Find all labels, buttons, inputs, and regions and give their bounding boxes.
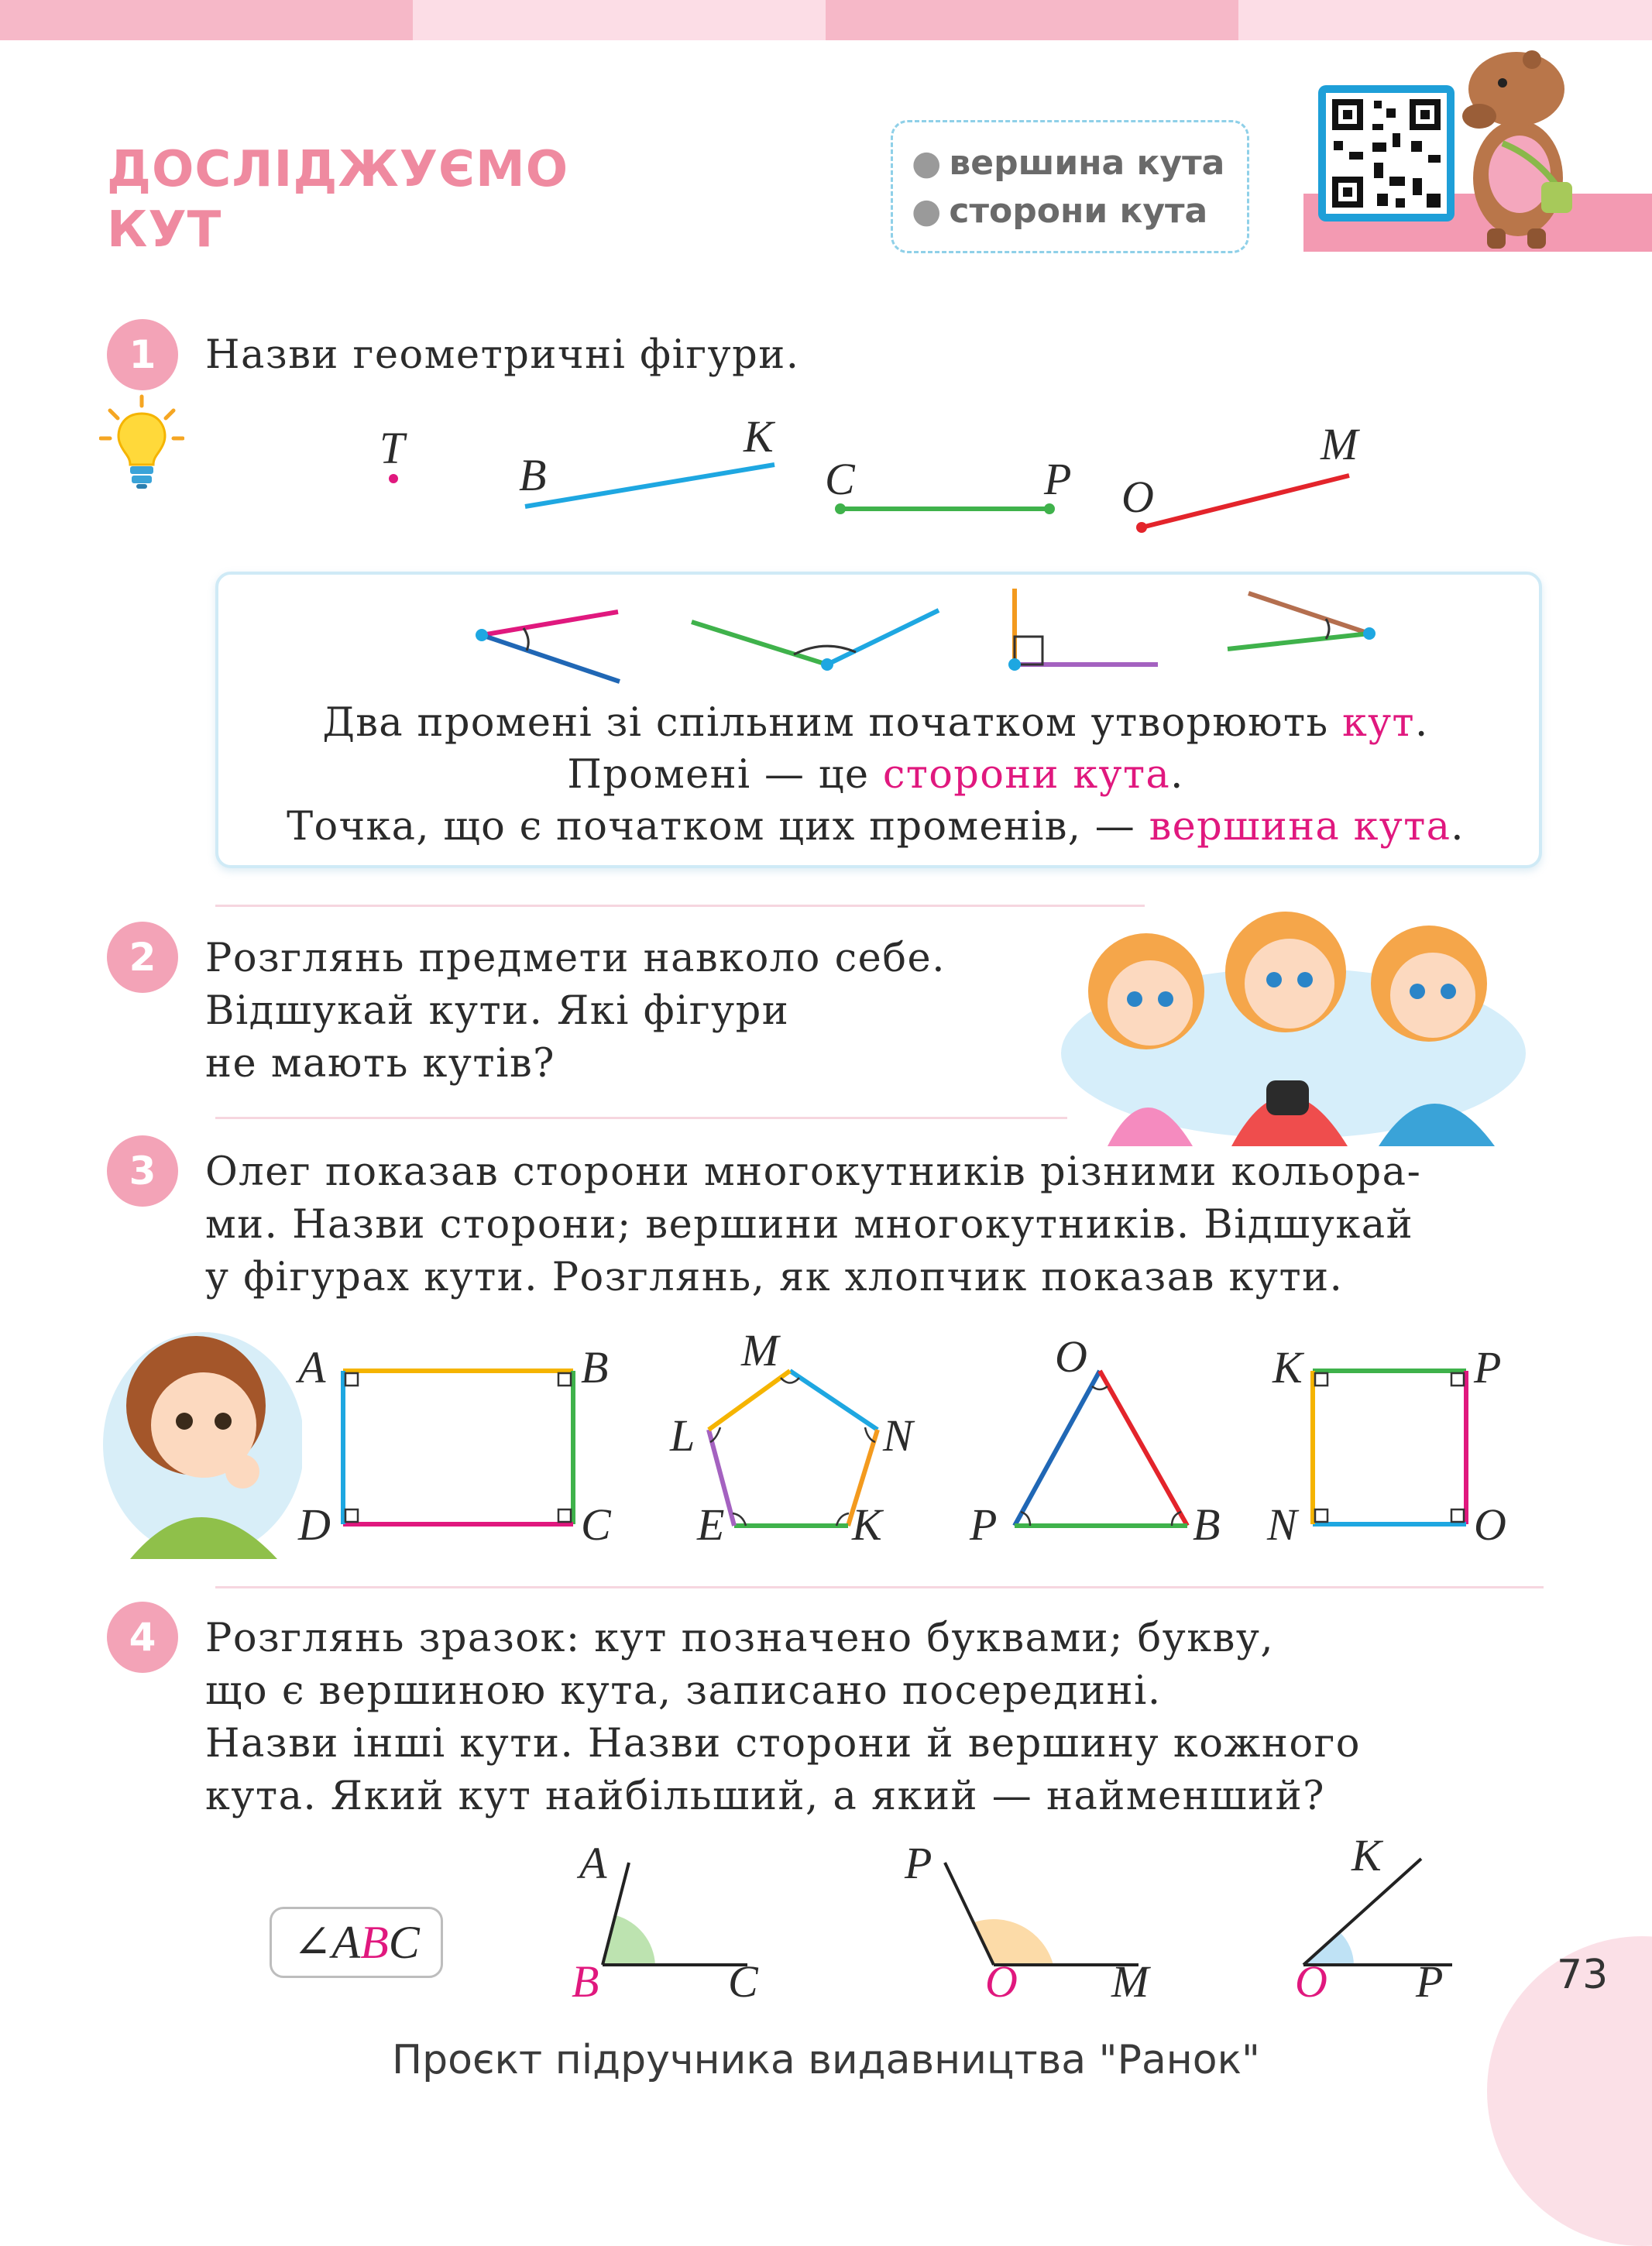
angle-vertex-label: B <box>572 1956 599 2007</box>
angle-vertex-label: O <box>985 1956 1018 2007</box>
def-term-sides: сторони кута <box>882 752 1171 798</box>
def-term-angle: кут <box>1341 700 1415 746</box>
vertex-label: A <box>298 1342 326 1393</box>
vertex-label: N <box>883 1410 913 1461</box>
angle-label: P <box>1416 1956 1444 2007</box>
vertex-label: D <box>298 1499 331 1550</box>
label-k: K <box>744 411 774 462</box>
vertex-label: K <box>852 1499 882 1550</box>
angle-label: P <box>905 1838 932 1888</box>
task-number-badge: 4 <box>107 1602 178 1673</box>
def-text: Два промені зі спільним початком утворюють <box>322 700 1342 746</box>
sample-vertex: B <box>360 1917 389 1968</box>
vertex-label: O <box>1474 1499 1506 1550</box>
label-p: P <box>1044 454 1072 504</box>
vertex-label: N <box>1267 1499 1297 1550</box>
angle-label: A <box>579 1838 607 1888</box>
task-1-text: Назви геометричні фігури. <box>205 332 800 378</box>
task-line: Назви інші кути. Назви сторони й вершину кожного <box>205 1721 1361 1767</box>
task-line: кута. Який кут найбільший, а який — найменший? <box>205 1774 1325 1819</box>
task-number-badge: 1 <box>107 319 178 390</box>
task-line: Відшукай кути. Які фігури <box>205 988 790 1034</box>
angle-label: M <box>1111 1956 1149 2007</box>
sample-text: C <box>388 1917 420 1968</box>
vertex-label: O <box>1055 1331 1087 1382</box>
vertex-label: E <box>697 1499 725 1550</box>
task-line: Олег показав сторони многокутників різними кольора- <box>205 1149 1422 1195</box>
def-text: Точка, що є початком цих променів, — <box>287 804 1149 850</box>
label-o: O <box>1121 472 1154 522</box>
sample-text: ∠A <box>293 1917 361 1968</box>
vertex-label: L <box>670 1410 695 1461</box>
task-line: Розглянь зразок: кут позначено буквами; букву, <box>205 1616 1275 1661</box>
title-line-2: КУТ <box>107 201 222 259</box>
task-line: не мають кутів? <box>205 1041 556 1087</box>
label-b: B <box>519 450 547 500</box>
task-number-badge: 2 <box>107 922 178 993</box>
label-t: T <box>380 423 405 473</box>
task-line: у фігурах кути. Розглянь, як хлопчик показав кути. <box>205 1255 1344 1300</box>
keyword-text: вершина кута <box>949 143 1225 183</box>
label-m: M <box>1321 419 1358 469</box>
def-text: . <box>1170 752 1184 798</box>
angle-label: K <box>1351 1830 1382 1880</box>
vertex-label: B <box>1193 1499 1221 1550</box>
keyword-item: ● вершина кута <box>912 143 1225 183</box>
def-text: . <box>1414 700 1429 746</box>
angle-label: C <box>728 1956 758 2007</box>
vertex-label: K <box>1272 1342 1303 1393</box>
task-line: ми. Назви сторони; вершини многокутників. Відшукай <box>205 1202 1414 1248</box>
task-line: що є вершиною кута, записано посередині. <box>205 1668 1162 1714</box>
footer-text: Проєкт підручника видавництва "Ранок" <box>392 2037 1260 2083</box>
angle-vertex-label: O <box>1295 1956 1327 2007</box>
page-number: 73 <box>1557 1952 1609 1998</box>
vertex-label: P <box>1474 1342 1502 1393</box>
title-line-1: ДОСЛІДЖУЄМО <box>107 141 569 198</box>
keyword-item: ● сторони кута <box>912 191 1208 231</box>
vertex-label: B <box>581 1342 609 1393</box>
vertex-label: P <box>970 1499 998 1550</box>
def-term-vertex: вершина кута <box>1149 804 1451 850</box>
label-c: C <box>825 454 855 504</box>
vertex-label: C <box>581 1499 611 1550</box>
def-text: Промені — це <box>567 752 883 798</box>
vertex-label: M <box>741 1325 779 1375</box>
def-text: . <box>1451 804 1465 850</box>
keyword-text: сторони кута <box>949 191 1208 231</box>
task-number-badge: 3 <box>107 1135 178 1207</box>
task-line: Розглянь предмети навколо себе. <box>205 936 946 981</box>
